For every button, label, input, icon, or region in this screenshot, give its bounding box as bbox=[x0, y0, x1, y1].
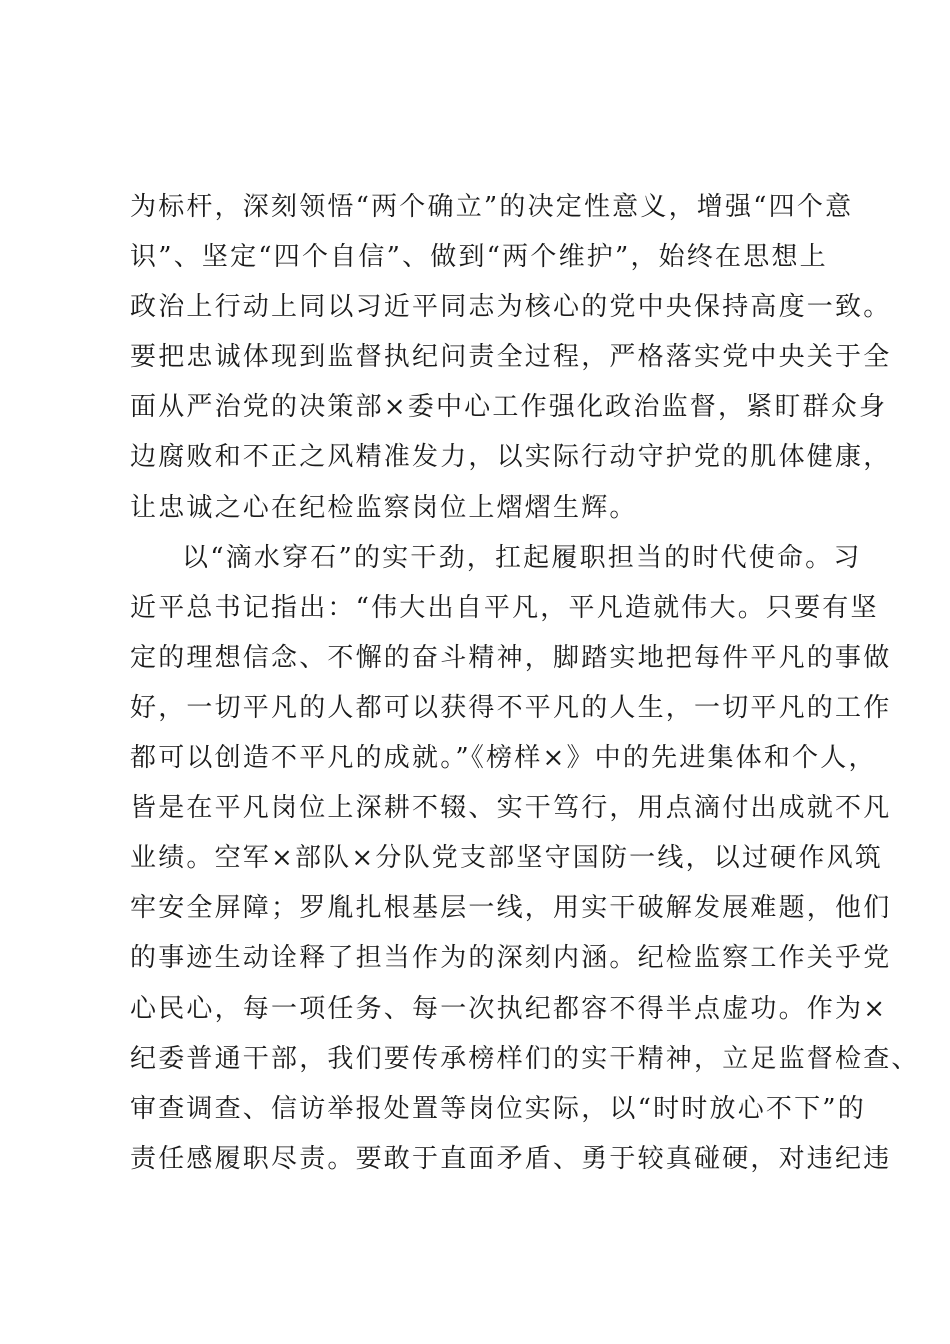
text-line: 让忠诚之心在纪检监察岗位上熠熠生辉。 bbox=[130, 492, 638, 523]
text-line: 面从严治党的决策部×委中心工作强化政治监督，紧盯群众身 bbox=[130, 392, 888, 423]
text-line: 责任感履职尽责。要敢于直面矛盾、勇于较真碰硬，对违纪违 bbox=[130, 1143, 892, 1174]
text-line: 好，一切平凡的人都可以获得不平凡的人生，一切平凡的工作 bbox=[130, 692, 892, 723]
text-line: 牢安全屏障；罗胤扎根基层一线，用实干破解发展难题，他们 bbox=[130, 893, 892, 924]
text-line: 皆是在平凡岗位上深耕不辍、实干笃行，用点滴付出成就不凡 bbox=[130, 793, 892, 824]
text-line: 政治上行动上同以习近平同志为核心的党中央保持高度一致。 bbox=[130, 292, 892, 323]
text-line: 为标杆，深刻领悟“两个确立”的决定性意义，增强“四个意 bbox=[130, 192, 854, 222]
text-line: 近平总书记指出：“伟大出自平凡，平凡造就伟大。只要有坚 bbox=[130, 592, 879, 623]
text-line: 要把忠诚体现到监督执纪问责全过程，严格落实党中央关于全 bbox=[130, 342, 892, 373]
text-line: 都可以创造不平凡的成就。”《榜样×》中的先进集体和个人， bbox=[130, 743, 877, 774]
paragraph-start-line: 以“滴水穿石”的实干劲，扛起履职担当的时代使命。习 bbox=[182, 542, 862, 573]
text-line: 定的理想信念、不懈的奋斗精神，脚踏实地把每件平凡的事做 bbox=[130, 642, 892, 673]
text-line: 纪委普通干部，我们要传承榜样们的实干精神，立足监督检查、 bbox=[130, 1043, 920, 1074]
text-line: 审查调查、信访举报处置等岗位实际，以“时时放心不下”的 bbox=[130, 1093, 866, 1124]
text-line: 业绩。空军×部队×分队党支部坚守国防一线，以过硬作风筑 bbox=[130, 843, 883, 874]
text-line: 边腐败和不正之风精准发力，以实际行动守护党的肌体健康， bbox=[130, 442, 892, 473]
text-line: 心民心，每一项任务、每一次执纪都容不得半点虚功。作为× bbox=[130, 993, 888, 1024]
body-text bbox=[130, 182, 920, 1184]
text-line: 识”、坚定“四个自信”、做到“两个维护”，始终在思想上 bbox=[130, 242, 828, 273]
text-line: 的事迹生动诠释了担当作为的深刻内涵。纪检监察工作关乎党 bbox=[130, 943, 892, 974]
